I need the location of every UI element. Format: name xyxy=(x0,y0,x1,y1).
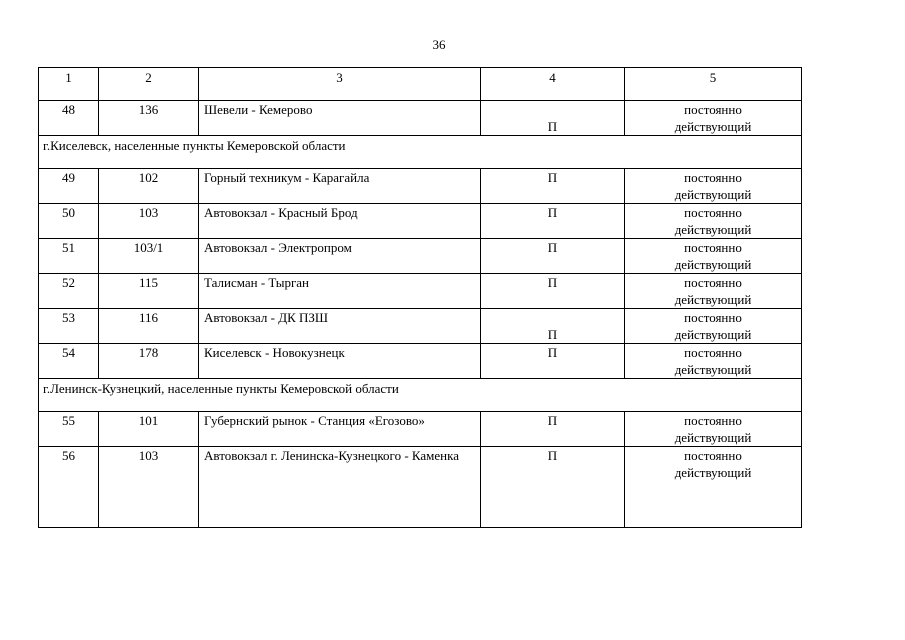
route-status xyxy=(625,274,802,309)
route-status xyxy=(625,309,802,344)
status-line-1: постоянно xyxy=(684,413,742,428)
table-row xyxy=(39,239,802,274)
route-name: Автовокзал - Электропром xyxy=(199,239,481,274)
table-row xyxy=(39,344,802,379)
route-number: 102 xyxy=(99,169,199,204)
route-name: Шевели - Кемерово xyxy=(199,101,481,136)
route-status xyxy=(625,169,802,204)
table-row xyxy=(39,309,802,344)
status-line-2: действующий xyxy=(674,257,752,272)
row-number: 50 xyxy=(39,204,99,239)
column-header-4: 4 xyxy=(481,68,625,101)
transport-type: П xyxy=(481,169,625,204)
status-line-1: постоянно xyxy=(684,275,742,290)
route-status xyxy=(625,344,802,379)
row-number: 51 xyxy=(39,239,99,274)
table-row xyxy=(39,274,802,309)
route-status xyxy=(625,447,802,528)
route-status xyxy=(625,101,802,136)
routes-table xyxy=(38,67,802,528)
route-name: Киселевск - Новокузнецк xyxy=(199,344,481,379)
route-name: Автовокзал г. Ленинска-Кузнецкого - Каменка xyxy=(199,447,481,528)
status-line-1: постоянно xyxy=(684,448,742,463)
row-number: 55 xyxy=(39,412,99,447)
table-row xyxy=(39,412,802,447)
column-header-3: 3 xyxy=(199,68,481,101)
page-number: 36 xyxy=(432,37,446,52)
column-header-2: 2 xyxy=(99,68,199,101)
route-number: 103 xyxy=(99,204,199,239)
route-number: 116 xyxy=(99,309,199,344)
table-row xyxy=(39,101,802,136)
route-name: Автовокзал - ДК ПЗШ xyxy=(199,309,481,344)
section-row xyxy=(39,136,802,169)
table-header-row xyxy=(39,68,802,101)
transport-type: П xyxy=(481,101,625,136)
transport-type: П xyxy=(481,412,625,447)
status-line-2: действующий xyxy=(674,430,752,445)
section-row xyxy=(39,379,802,412)
route-number: 178 xyxy=(99,344,199,379)
status-line-1: постоянно xyxy=(684,205,742,220)
status-line-2: действующий xyxy=(674,362,752,377)
table-row xyxy=(39,204,802,239)
route-number: 103 xyxy=(99,447,199,528)
row-number: 53 xyxy=(39,309,99,344)
column-header-1: 1 xyxy=(39,68,99,101)
row-number: 48 xyxy=(39,101,99,136)
route-status xyxy=(625,412,802,447)
route-name: Автовокзал - Красный Брод xyxy=(199,204,481,239)
column-header-5: 5 xyxy=(625,68,802,101)
transport-type: П xyxy=(481,274,625,309)
status-line-1: постоянно xyxy=(684,102,742,117)
transport-type: П xyxy=(481,344,625,379)
status-line-2: действующий xyxy=(674,327,752,342)
section-title: г.Ленинск-Кузнецкий, населенные пункты Кемеровской области xyxy=(39,379,802,412)
row-number: 56 xyxy=(39,447,99,528)
route-name: Горный техникум - Карагайла xyxy=(199,169,481,204)
route-status xyxy=(625,239,802,274)
table-row xyxy=(39,447,802,528)
status-line-1: постоянно xyxy=(684,170,742,185)
transport-type: П xyxy=(481,204,625,239)
route-number: 136 xyxy=(99,101,199,136)
table-row xyxy=(39,169,802,204)
route-number: 101 xyxy=(99,412,199,447)
section-title: г.Киселевск, населенные пункты Кемеровской области xyxy=(39,136,802,169)
route-number: 115 xyxy=(99,274,199,309)
row-number: 52 xyxy=(39,274,99,309)
row-number: 54 xyxy=(39,344,99,379)
status-line-1: постоянно xyxy=(684,240,742,255)
status-line-1: постоянно xyxy=(684,310,742,325)
route-name: Губернский рынок - Станция «Егозово» xyxy=(199,412,481,447)
route-status xyxy=(625,204,802,239)
status-line-2: действующий xyxy=(674,465,752,480)
transport-type: П xyxy=(481,309,625,344)
status-line-2: действующий xyxy=(674,119,752,134)
route-name: Талисман - Тырган xyxy=(199,274,481,309)
route-number: 103/1 xyxy=(99,239,199,274)
row-number: 49 xyxy=(39,169,99,204)
status-line-2: действующий xyxy=(674,222,752,237)
status-line-2: действующий xyxy=(674,187,752,202)
transport-type: П xyxy=(481,447,625,528)
status-line-1: постоянно xyxy=(684,345,742,360)
transport-type: П xyxy=(481,239,625,274)
status-line-2: действующий xyxy=(674,292,752,307)
